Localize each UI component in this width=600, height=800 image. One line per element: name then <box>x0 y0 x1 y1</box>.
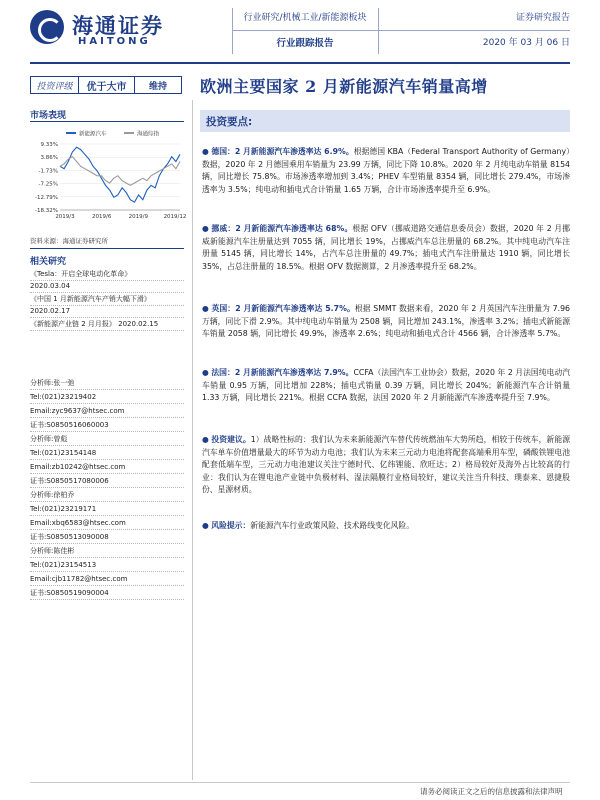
key-point-risk <box>202 520 570 533</box>
related-report-link[interactable]: 《中国 1 月新能源汽车产销大幅下滑》 <box>30 293 184 306</box>
header-category-block <box>235 10 375 49</box>
series-line <box>60 147 180 202</box>
analyst-cert: 证书:S0850517080006 <box>30 474 184 488</box>
bullet-icon: ● <box>202 368 209 377</box>
analyst-card <box>30 432 184 488</box>
header-rule <box>30 62 570 64</box>
key-point-text: 新能源汽车行业政策风险、技术路线变化风险。 <box>250 521 415 530</box>
analyst-email[interactable]: Email:xbq6583@htsec.com <box>30 516 184 530</box>
analyst-name: 分析师:张一弛 <box>30 376 184 390</box>
analyst-tel: Tel:(021)23219171 <box>30 502 184 516</box>
key-points-heading: 投资要点: <box>200 110 570 132</box>
y-tick-label: 3.86% <box>40 155 58 162</box>
chart-series <box>60 147 180 202</box>
footer-disclaimer: 请务必阅读正文之后的信息披露和法律声明 <box>420 787 563 796</box>
x-tick-label: 2019/12 <box>163 214 187 220</box>
logo-english-name: HAITONG <box>78 36 151 47</box>
analyst-email[interactable]: Email:zb10242@htsec.com <box>30 460 184 474</box>
related-report-link[interactable]: 《新能源产业链 2 月月报》 2020.02.15 <box>30 318 184 331</box>
header-divider <box>378 8 379 54</box>
report-category: 行业研究/机械工业/新能源板块 <box>243 13 367 23</box>
chart-y-axis <box>35 142 58 214</box>
report-type: 行业跟踪报告 <box>276 38 334 49</box>
analyst-name: 分析师:陈佳彬 <box>30 544 184 558</box>
y-tick-label: -7.25% <box>38 181 58 188</box>
key-point-lead: 投资建议。 <box>211 435 251 444</box>
section-rule <box>30 121 184 122</box>
rating-status: 维持 <box>148 81 167 92</box>
key-point-lead: 英国：2 月新能源汽车渗透率达 5.7%。 <box>211 304 355 313</box>
x-tick-label: 2019/9 <box>128 214 149 220</box>
y-tick-label: 9.33% <box>40 142 58 148</box>
investment-rating <box>30 76 182 94</box>
key-point-lead: 风险提示： <box>211 521 251 530</box>
key-point-germany <box>202 146 570 196</box>
key-point-text: 根据德国 KBA（Federal Transport Authority of Germany）数据，2020 年 2 月德国乘用车销量为 23.99 万辆，同比下降 10.8%。2020 年 2 月纯电动车销量 8154 辆，同比增长 75.8%。市场渗透率增加到 3.4%；PHEV 车型销量 8354 辆，同比增长 279.4%，市场渗透率为 3.5%；纯电动和插电式合计销量 1.65 万辆，合计市场渗透率提升至 6.9%。 <box>202 147 571 194</box>
bullet-icon: ● <box>202 304 209 313</box>
key-point-investment-advice <box>202 434 570 497</box>
x-tick-label: 2019/3 <box>55 214 75 220</box>
chart-legend <box>66 130 160 138</box>
related-report-link[interactable]: 《Tesla：开启全球电动化革命》 <box>30 268 184 281</box>
analyst-card <box>30 544 184 600</box>
related-report-date: 2020.02.17 <box>30 306 184 319</box>
footer-rule <box>30 782 570 783</box>
chart-source-note: 资料来源：海通证券研究所 <box>30 237 108 245</box>
key-point-text: 根据 OFV（挪威道路交通信息委员会）数据，2020 年 2 月挪威新能源汽车注册量达到 7055 辆，同比增长 19%，占挪威汽车总注册量的 68.2%。其中纯电动汽车注册量 5145 辆，同比增长 14%，占汽车总注册量的 49.7%；插电式汽车注册量达 1910 辆，同比增长 35%，占总注册量的 18.5%。根据 OFV 数据测算，2 月渗透率提升至 68.2%。 <box>202 224 571 271</box>
related-research-list <box>30 268 184 331</box>
key-point-text: 根据 SMMT 数据来看，2020 年 2 月英国汽车注册量为 7.96 万辆，同比下滑 2.9%。其中纯电动车销量为 2508 辆，同比增加 243.1%，渗透率 3.2%；插电式新能源车销量 2058 辆，同比增长 49.9%，渗透率 2.6%；纯电动和插电式合计 4566 辆，合计渗透率 5.7%。 <box>202 304 570 339</box>
report-title: 欧洲主要国家 2 月新能源汽车销量高增 <box>200 77 488 96</box>
header-report-title: 证券研究报告 <box>515 13 570 23</box>
related-report-date: 2020.03.04 <box>30 281 184 294</box>
bullet-icon: ● <box>202 147 209 156</box>
header-divider <box>232 8 233 54</box>
rating-value: 优于大市 <box>79 77 135 93</box>
key-point-uk <box>202 303 570 341</box>
analyst-tel: Tel:(021)23219402 <box>30 390 184 404</box>
key-point-norway <box>202 223 570 273</box>
legend-label: 海通综指 <box>137 131 160 138</box>
analyst-card <box>30 376 184 432</box>
key-point-lead: 挪威：2 月新能源汽车渗透率达 68%。 <box>211 224 353 233</box>
logo-chinese-name: 海通证券 <box>72 13 164 38</box>
bullet-icon: ● <box>202 224 209 233</box>
company-logo <box>30 8 210 54</box>
chart-grid <box>60 144 180 210</box>
analyst-cert: 证书:S0850513090008 <box>30 530 184 544</box>
analyst-name: 分析师:徐柏乔 <box>30 488 184 502</box>
logo-emblem-icon <box>30 10 64 44</box>
key-point-text: 1）战略性标的：我们认为未来新能源汽车替代传统燃油车大势所趋，相较于传统车，新能源汽车单车价值增量最大的环节为动力电池；我们认为未来三元动力电池将配套高端乘用车型，磷酸铁锂电池配套低端车型，三元动力电池建议关注宁德时代、亿纬锂能、欣旺达；2）格局较好及海外占比较高的行业：我们认为在锂电池产业链中负极材料、湿法隔膜行业格局较好，建议关注当升科技、璞泰来、恩捷股份、星源材质。 <box>202 435 570 495</box>
bullet-icon: ● <box>202 435 209 444</box>
chart-x-axis <box>55 214 186 220</box>
rating-label: 投资评级 <box>31 77 79 93</box>
analyst-cert: 证书:S0850519090004 <box>30 586 184 600</box>
market-performance-chart <box>30 128 187 223</box>
report-date: 2020 年 03 月 06 日 <box>482 38 570 48</box>
analyst-cert: 证书:S0850516060003 <box>30 418 184 432</box>
column-divider <box>192 100 193 780</box>
key-point-text: CCFA（法国汽车工业协会）数据，2020 年 2 月法国纯电动汽车销量 0.95 万辆，同比增加 228%；插电式销量 0.39 万辆，同比增长 204%；新能源汽车合计销量 1.33 万辆，同比增长 221%。根据 CCFA 数据，法国 2020 年 2 月新能源汽车渗透率提升至 7.9%。 <box>202 368 571 403</box>
y-tick-label: -1.73% <box>38 168 58 175</box>
bullet-icon: ● <box>202 521 209 530</box>
section-rule <box>30 248 184 249</box>
analyst-email[interactable]: Email:zyc9637@htsec.com <box>30 404 184 418</box>
related-research-heading: 相关研究 <box>30 257 67 267</box>
y-tick-label: -12.79% <box>35 194 58 201</box>
analyst-email[interactable]: Email:cjb11782@htsec.com <box>30 572 184 586</box>
analyst-tel: Tel:(021)23154148 <box>30 446 184 460</box>
key-point-lead: 德国：2 月新能源汽车渗透率达 6.9%。 <box>211 147 354 156</box>
analyst-card <box>30 488 184 544</box>
x-tick-label: 2019/6 <box>91 214 112 220</box>
market-performance-heading: 市场表现 <box>30 111 67 121</box>
y-tick-label: -18.32% <box>35 208 58 214</box>
key-point-lead: 法国：2 月新能源汽车渗透率达 7.9%。 <box>211 368 354 377</box>
key-point-france <box>202 367 570 405</box>
legend-label: 新能源汽车 <box>79 131 107 138</box>
analyst-name: 分析师:曾彪 <box>30 432 184 446</box>
analyst-tel: Tel:(021)23154513 <box>30 558 184 572</box>
header-right-block <box>380 10 570 48</box>
